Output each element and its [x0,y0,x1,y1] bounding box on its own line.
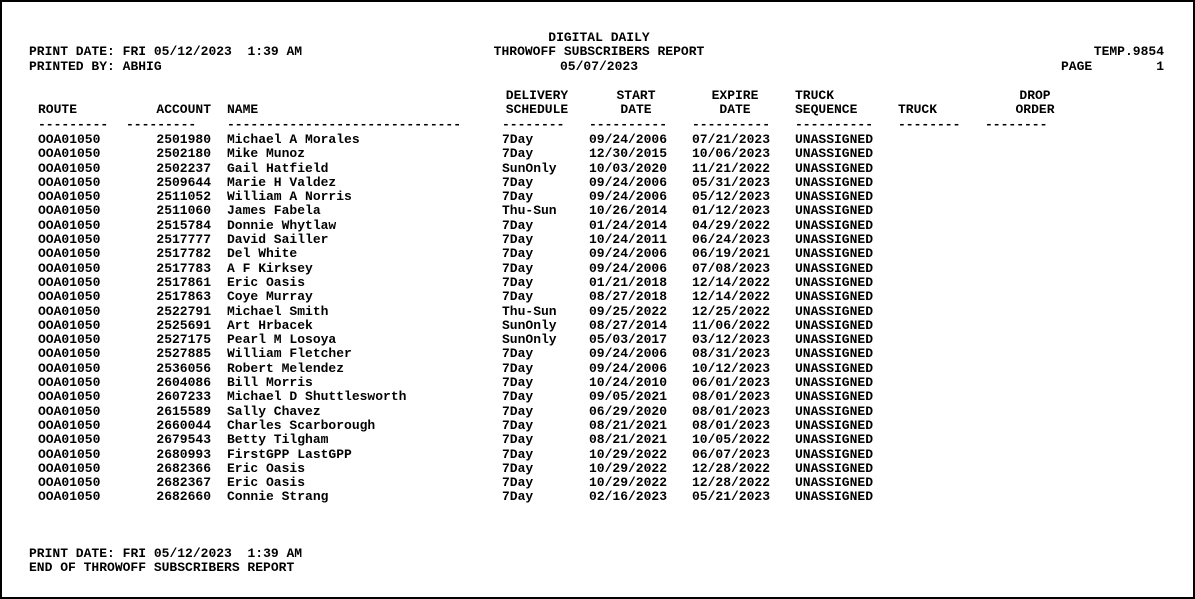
account-cell: 2511052 [156,189,211,205]
account-cell: 2615589 [156,403,211,419]
truck-sequence-cell: UNASSIGNED [795,146,874,162]
col-account-header: ACCOUNT [156,102,211,118]
truck-sequence-cell: UNASSIGNED [795,246,874,262]
table-row [2,376,1195,390]
schedule-cell: 7Day [502,417,534,433]
start-date-cell: 01/21/2018 [589,274,668,290]
table-row [2,362,1195,376]
account-cell: 2682366 [156,460,211,476]
expire-date-cell: 01/12/2023 [692,203,771,219]
dash-truckseq: ---------- [795,117,874,132]
table-row [2,276,1195,290]
account-cell: 2604086 [156,375,211,391]
name-cell: Sally Chavez [227,403,321,419]
name-cell: Eric Oasis [227,475,306,491]
name-cell: Pearl M Losoya [227,332,337,348]
col-truckseq-header-1: TRUCK [795,88,835,103]
page-number: 1 [1156,58,1164,74]
col-delivery-header-2: SCHEDULE [505,102,569,118]
table-row [2,204,1195,218]
route-cell: OOA01050 [38,217,101,233]
printed-by-value: ABHIG [122,58,162,74]
route-cell: OOA01050 [38,317,101,333]
account-cell: 2679543 [156,432,211,448]
schedule-cell: 7Day [502,289,534,305]
truck-sequence-cell: UNASSIGNED [795,489,874,505]
table-row [2,190,1195,204]
route-cell: OOA01050 [38,489,101,505]
expire-date-cell: 03/12/2023 [692,332,771,348]
name-cell: Michael Smith [227,303,329,319]
route-cell: OOA01050 [38,232,101,248]
table-row [2,319,1195,333]
truck-sequence-cell: UNASSIGNED [795,232,874,248]
account-cell: 2502237 [156,160,211,176]
expire-date-cell: 12/25/2022 [692,303,771,319]
printed-by-label: PRINTED BY: [29,58,115,74]
printed-by-line [29,60,162,74]
name-cell: William Fletcher [227,346,352,362]
dash-account: --------- [126,117,197,132]
col-name-header: NAME [227,102,259,118]
schedule-cell: 7Day [502,246,534,262]
account-cell: 2517782 [156,246,211,262]
expire-date-cell: 05/12/2023 [692,189,771,205]
route-cell: OOA01050 [38,346,101,362]
schedule-cell: SunOnly [502,160,557,176]
route-cell: OOA01050 [38,432,101,448]
truck-sequence-cell: UNASSIGNED [795,289,874,305]
print-date-value: FRI 05/12/2023 1:39 AM [122,44,303,60]
schedule-cell: 7Day [502,460,534,476]
table-row [2,147,1195,161]
table-row [2,176,1195,190]
expire-date-cell: 12/14/2022 [692,274,771,290]
schedule-cell: SunOnly [502,332,557,348]
table-row [2,233,1195,247]
name-cell: Coye Murray [227,289,313,305]
schedule-cell: 7Day [502,132,534,147]
schedule-cell: SunOnly [502,317,557,333]
table-row [2,162,1195,176]
account-cell: 2682367 [156,475,211,491]
col-start-header-1: START [616,88,656,103]
start-date-cell: 10/26/2014 [589,203,668,219]
truck-sequence-cell: UNASSIGNED [795,446,874,462]
expire-date-cell: 12/28/2022 [692,460,771,476]
expire-date-cell: 05/21/2023 [692,489,771,505]
name-cell: Marie H Valdez [227,174,337,190]
schedule-cell: 7Day [502,489,534,505]
route-cell: OOA01050 [38,274,101,290]
route-cell: OOA01050 [38,389,101,405]
start-date-cell: 10/29/2022 [589,475,668,491]
dash-truck: -------- [898,117,961,132]
name-cell: James Fabela [227,203,321,219]
schedule-cell: 7Day [502,432,534,448]
expire-date-cell: 08/01/2023 [692,389,771,405]
expire-date-cell: 08/01/2023 [692,403,771,419]
truck-sequence-cell: UNASSIGNED [795,432,874,448]
account-cell: 2680993 [156,446,211,462]
name-cell: Betty Tilgham [227,432,329,448]
truck-sequence-cell: UNASSIGNED [795,475,874,491]
expire-date-cell: 10/12/2023 [692,360,771,376]
truck-sequence-cell: UNASSIGNED [795,303,874,319]
table-row [2,305,1195,319]
truck-sequence-cell: UNASSIGNED [795,160,874,176]
expire-date-cell: 06/19/2021 [692,246,771,262]
expire-date-cell: 06/01/2023 [692,375,771,391]
report-title: THROWOFF SUBSCRIBERS REPORT [493,44,705,60]
route-cell: OOA01050 [38,132,101,147]
truck-sequence-cell: UNASSIGNED [795,389,874,405]
name-cell: A F Kirksey [227,260,313,276]
start-date-cell: 09/24/2006 [589,132,668,147]
schedule-cell: 7Day [502,260,534,276]
report-code: TEMP.9854 [1093,44,1164,60]
schedule-cell: 7Day [502,446,534,462]
col-route-header: ROUTE [38,102,78,118]
table-row [2,462,1195,476]
col-truckseq-header-2: SEQUENCE [795,102,858,118]
table-row [2,448,1195,462]
start-date-cell: 10/24/2011 [589,232,668,248]
account-cell: 2660044 [156,417,211,433]
route-cell: OOA01050 [38,189,101,205]
table-row [2,490,1195,504]
expire-date-cell: 11/06/2022 [692,317,771,333]
start-date-cell: 08/21/2021 [589,417,668,433]
name-cell: FirstGPP LastGPP [227,446,352,462]
schedule-cell: 7Day [502,217,534,233]
account-cell: 2525691 [156,317,211,333]
start-date-cell: 09/05/2021 [589,389,668,405]
name-cell: David Sailler [227,232,329,248]
route-cell: OOA01050 [38,303,101,319]
schedule-cell: Thu-Sun [502,203,557,219]
dash-drop: -------- [985,117,1048,132]
col-expire-header-2: DATE [719,102,751,118]
expire-date-cell: 06/07/2023 [692,446,771,462]
table-row [2,219,1195,233]
route-cell: OOA01050 [38,446,101,462]
dash-delivery: -------- [502,117,565,132]
truck-sequence-cell: UNASSIGNED [795,132,874,147]
subscriber-table [2,133,1195,505]
expire-date-cell: 11/21/2022 [692,160,771,176]
name-cell: Donnie Whytlaw [227,217,337,233]
table-row [2,333,1195,347]
expire-date-cell: 12/14/2022 [692,289,771,305]
start-date-cell: 10/29/2022 [589,446,668,462]
table-row [2,247,1195,261]
name-cell: Bill Morris [227,375,313,391]
start-date-cell: 10/29/2022 [589,460,668,476]
expire-date-cell: 10/06/2023 [692,146,771,162]
start-date-cell: 09/24/2006 [589,174,668,190]
truck-sequence-cell: UNASSIGNED [795,189,874,205]
account-cell: 2517861 [156,274,211,290]
start-date-cell: 09/24/2006 [589,246,668,262]
start-date-cell: 10/24/2010 [589,375,668,391]
account-cell: 2517783 [156,260,211,276]
col-drop-header-2: ORDER [1015,102,1055,118]
start-date-cell: 09/24/2006 [589,260,668,276]
footer-print-date-line [29,547,302,561]
table-row [2,347,1195,361]
name-cell: Mike Munoz [227,146,306,162]
expire-date-cell: 05/31/2023 [692,174,771,190]
route-cell: OOA01050 [38,203,101,219]
name-cell: Connie Strang [227,489,329,505]
table-row [2,433,1195,447]
table-row [2,390,1195,404]
truck-sequence-cell: UNASSIGNED [795,260,874,276]
start-date-cell: 09/24/2006 [589,360,668,376]
account-cell: 2522791 [156,303,211,319]
route-cell: OOA01050 [38,417,101,433]
route-cell: OOA01050 [38,146,101,162]
truck-sequence-cell: UNASSIGNED [795,217,874,233]
truck-sequence-cell: UNASSIGNED [795,274,874,290]
truck-sequence-cell: UNASSIGNED [795,375,874,391]
expire-date-cell: 08/31/2023 [692,346,771,362]
account-cell: 2682660 [156,489,211,505]
route-cell: OOA01050 [38,332,101,348]
start-date-cell: 09/24/2006 [589,189,668,205]
expire-date-cell: 07/08/2023 [692,260,771,276]
report-date: 05/07/2023 [559,58,638,74]
route-cell: OOA01050 [38,360,101,376]
account-cell: 2511060 [156,203,211,219]
dash-route: --------- [38,117,109,132]
route-cell: OOA01050 [38,403,101,419]
expire-date-cell: 07/21/2023 [692,132,771,147]
schedule-cell: 7Day [502,146,534,162]
schedule-cell: 7Day [502,274,534,290]
dash-name: ------------------------------ [227,117,462,132]
truck-sequence-cell: UNASSIGNED [795,403,874,419]
schedule-cell: 7Day [502,375,534,391]
start-date-cell: 05/03/2017 [589,332,668,348]
name-cell: William A Norris [227,189,352,205]
col-drop-header-1: DROP [1019,88,1051,103]
footer-print-date-label: PRINT DATE: [29,546,115,561]
name-cell: Gail Hatfield [227,160,329,176]
schedule-cell: 7Day [502,475,534,491]
truck-sequence-cell: UNASSIGNED [795,417,874,433]
company-name: DIGITAL DAILY [548,30,650,45]
name-cell: Michael D Shuttlesworth [227,389,407,405]
expire-date-cell: 10/05/2022 [692,432,771,448]
start-date-cell: 06/29/2020 [589,403,668,419]
table-row [2,262,1195,276]
start-date-cell: 09/24/2006 [589,346,668,362]
table-row [2,405,1195,419]
route-cell: OOA01050 [38,246,101,262]
schedule-cell: 7Day [502,360,534,376]
name-cell: Art Hrbacek [227,317,313,333]
col-delivery-header-1: DELIVERY [505,88,569,103]
truck-sequence-cell: UNASSIGNED [795,317,874,333]
start-date-cell: 08/27/2018 [589,289,668,305]
name-cell: Robert Melendez [227,360,345,376]
expire-date-cell: 04/29/2022 [692,217,771,233]
account-cell: 2501980 [156,132,211,147]
account-cell: 2536056 [156,360,211,376]
route-cell: OOA01050 [38,160,101,176]
name-cell: Eric Oasis [227,274,306,290]
route-cell: OOA01050 [38,475,101,491]
route-cell: OOA01050 [38,260,101,276]
expire-date-cell: 12/28/2022 [692,475,771,491]
expire-date-cell: 08/01/2023 [692,417,771,433]
start-date-cell: 01/24/2014 [589,217,668,233]
route-cell: OOA01050 [38,289,101,305]
schedule-cell: 7Day [502,389,534,405]
account-cell: 2515784 [156,217,211,233]
page-label: PAGE [1061,58,1093,74]
schedule-cell: 7Day [502,232,534,248]
truck-sequence-cell: UNASSIGNED [795,360,874,376]
route-cell: OOA01050 [38,460,101,476]
account-cell: 2509644 [156,174,211,190]
truck-sequence-cell: UNASSIGNED [795,203,874,219]
schedule-cell: 7Day [502,403,534,419]
account-cell: 2517777 [156,232,211,248]
route-cell: OOA01050 [38,174,101,190]
account-cell: 2502180 [156,146,211,162]
footer-end-text: END OF THROWOFF SUBSCRIBERS REPORT [29,560,295,576]
table-row [2,133,1195,147]
start-date-cell: 10/03/2020 [589,160,668,176]
table-row [2,290,1195,304]
account-cell: 2607233 [156,389,211,405]
name-cell: Michael A Morales [227,132,360,147]
col-expire-header-1: EXPIRE [711,88,759,103]
start-date-cell: 09/25/2022 [589,303,668,319]
col-start-header-2: DATE [620,102,652,118]
dash-start: ---------- [589,117,668,132]
schedule-cell: 7Day [502,189,534,205]
truck-sequence-cell: UNASSIGNED [795,174,874,190]
start-date-cell: 12/30/2015 [589,146,668,162]
schedule-cell: Thu-Sun [502,303,557,319]
col-truck-header: TRUCK [898,102,938,118]
truck-sequence-cell: UNASSIGNED [795,332,874,348]
schedule-cell: 7Day [502,174,534,190]
table-row [2,476,1195,490]
truck-sequence-cell: UNASSIGNED [795,346,874,362]
truck-sequence-cell: UNASSIGNED [795,460,874,476]
account-cell: 2527885 [156,346,211,362]
start-date-cell: 08/21/2021 [589,432,668,448]
footer-print-date-value: FRI 05/12/2023 1:39 AM [122,546,303,561]
print-date-line [29,45,302,59]
dash-expire: ---------- [692,117,771,132]
name-cell: Eric Oasis [227,460,306,476]
print-date-label: PRINT DATE: [29,44,115,60]
name-cell: Charles Scarborough [227,417,376,433]
expire-date-cell: 06/24/2023 [692,232,771,248]
start-date-cell: 02/16/2023 [589,489,668,505]
table-row [2,419,1195,433]
account-cell: 2517863 [156,289,211,305]
route-cell: OOA01050 [38,375,101,391]
start-date-cell: 08/27/2014 [589,317,668,333]
name-cell: Del White [227,246,298,262]
account-cell: 2527175 [156,332,211,348]
schedule-cell: 7Day [502,346,534,362]
